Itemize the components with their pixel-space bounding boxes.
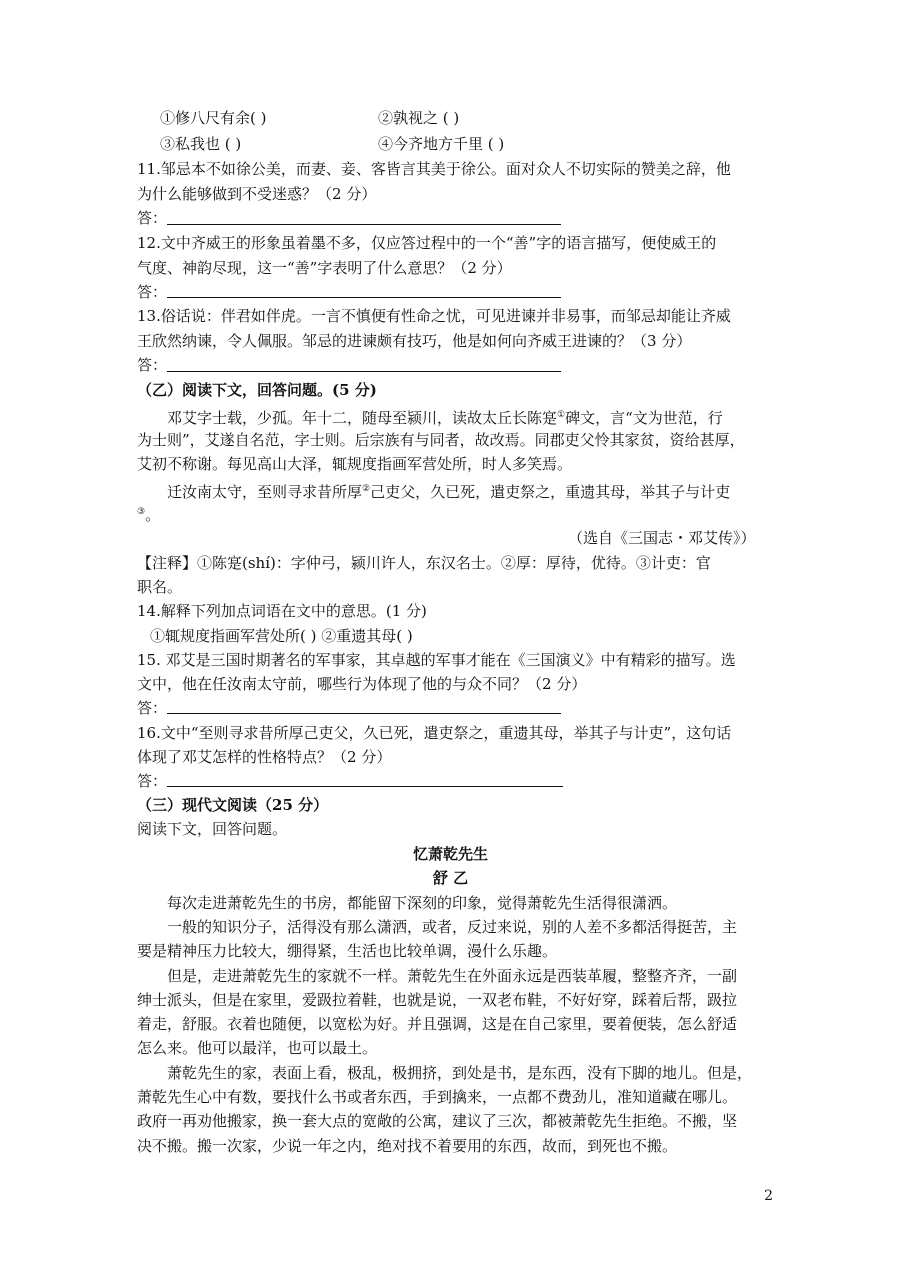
article-p4-line2: 萧乾先生心中有数，要找什么书或者东西，手到擒来，一点都不费劲儿，准知道藏在哪儿。 (137, 1088, 738, 1106)
q12-answer-line[interactable] (167, 297, 561, 298)
article-p2-line2: 要是精神压力比较大，绷得紧，生活也比较单调，漫什么乐趣。 (137, 942, 558, 960)
yi-p2-line2: ③。 (137, 506, 161, 524)
q16-text-1: 16.文中“至则寻求昔所厚己吏父，久已死，遣吏祭之，重遗其母，举其子与计吏”，这句话 (137, 724, 732, 742)
yi-note-2: 职名。 (137, 578, 183, 596)
yi-source: （选自《三国志・邓艾传》） (568, 529, 756, 547)
article-p3-line1: 但是，走进萧乾先生的家就不一样。萧乾先生在外面永远是西装革履，整整齐齐，一副 (167, 967, 738, 985)
q11-text-1: 11.邹忌本不如徐公美，而妻、妾、客皆言其美于徐公。面对众人不切实际的赞美之辞，他 (137, 160, 731, 178)
section-san-title: （三）现代文阅读（25 分） (137, 796, 329, 814)
yi-p2-line1: 迁汝南太守，至则寻求昔所厚②己吏父，久已死，遣吏祭之，重遗其母，举其子与计吏 (167, 483, 731, 501)
q15-answer-line[interactable] (167, 713, 561, 714)
article-p1: 每次走进萧乾先生的书房，都能留下深刻的印象，觉得萧乾先生活得很潇洒。 (167, 894, 678, 912)
q11-text-2: 为什么能够做到不受迷惑？（2 分） (137, 185, 377, 203)
page-number: 2 (764, 1188, 773, 1204)
q15-text-2: 文中，他在任汝南太守前，哪些行为体现了他的与众不同？（2 分） (137, 675, 587, 693)
q13-answer-label: 答： (137, 356, 168, 374)
article-title: 忆萧乾先生 (412, 845, 488, 863)
q12-answer-label: 答： (137, 283, 168, 301)
q16-text-2: 体现了邓艾怎样的性格特点？（2 分） (137, 748, 392, 766)
q15-answer-label: 答： (137, 699, 168, 717)
q10-line2b: ④今齐地方千里 ( ) (378, 135, 505, 153)
article-p4-line3: 政府一再劝他搬家，换一套大点的宽敞的公寓，建议了三次，都被萧乾先生拒绝。不搬，坚 (137, 1112, 738, 1130)
article-p3-line2: 绅士派头，但是在家里，爱趿拉着鞋，也就是说，一双老布鞋，不好好穿，踩着后帮，趿拉 (137, 991, 738, 1009)
section-san-instruction: 阅读下文，回答问题。 (137, 820, 288, 838)
yi-p1-line1: 邓艾字士载，少孤。年十二，随母至颍川，读故太丘长陈寔①碑文，言“文为世范，行 (167, 409, 723, 427)
q16-answer-label: 答： (137, 772, 168, 790)
q16-answer-line[interactable] (167, 786, 563, 787)
q10-line1a: ①修八尺有余( ) (160, 109, 267, 127)
article-p4-line1: 萧乾先生的家，表面上看，极乱，极拥挤，到处是书，是东西，没有下脚的地儿。但是， (167, 1064, 753, 1082)
section-yi-title: （乙）阅读下文，回答问题。(5 分) (137, 381, 377, 399)
article-p2-line1: 一般的知识分子，活得没有那么潇洒，或者，反过来说，别的人差不多都活得挺苦，主 (167, 918, 738, 936)
q15-text-1: 15. 邓艾是三国时期著名的军事家，其卓越的军事才能在《三国演义》中有精彩的描写。选 (137, 651, 736, 669)
q13-answer-line[interactable] (167, 371, 561, 372)
yi-note-1: 【注释】①陈寔(shí)：字仲弓，颍川许人，东汉名士。②厚：厚待，优待。③计吏：官 (137, 554, 711, 572)
yi-p1-line3: 艾初不称谢。每见高山大泽，辄规度指画军营处所，时人多笑焉。 (137, 455, 573, 473)
q10-line2a: ③私我也 ( ) (160, 135, 242, 153)
article-p3-line4: 怎么来。他可以最洋，也可以最土。 (137, 1039, 378, 1057)
q11-answer-line[interactable] (167, 224, 561, 225)
q10-line1b: ②孰视之 ( ) (378, 109, 460, 127)
q14-item: ①辄规度指画军营处所( ) ②重遗其母( ) (150, 627, 413, 645)
article-author: 舒 乙 (432, 869, 469, 887)
article-p4-line4: 决不搬。搬一次家，少说一年之内，绝对找不着要用的东西，故而，到死也不搬。 (137, 1137, 678, 1155)
q12-text-1: 12.文中齐威王的形象虽着墨不多，仅应答过程中的一个“善”字的语言描写，便使威王的 (137, 234, 717, 252)
q13-text-2: 王欣然纳谏，令人佩服。邹忌的进谏颇有技巧，他是如何向齐威王进谏的？（3 分） (137, 332, 692, 350)
q13-text-1: 13.俗话说：伴君如伴虎。一言不慎便有性命之忧，可见进谏并非易事，而邹忌却能让齐威 (137, 307, 731, 325)
q12-text-2: 气度、神韵尽现，这一“善”字表明了什么意思？（2 分） (137, 259, 512, 277)
q11-answer-label: 答： (137, 209, 168, 227)
article-p3-line3: 着走，舒服。衣着也随便，以宽松为好。并且强调，这是在自己家里，要着便装，怎么舒适 (137, 1015, 738, 1033)
q14-text: 14.解释下列加点词语在文中的意思。(1 分) (137, 602, 427, 620)
yi-p1-line2: 为士则”，艾遂自名范，字士则。后宗族有与同者，故改焉。同郡吏父怜其家贫，资给甚厚， (137, 431, 745, 449)
